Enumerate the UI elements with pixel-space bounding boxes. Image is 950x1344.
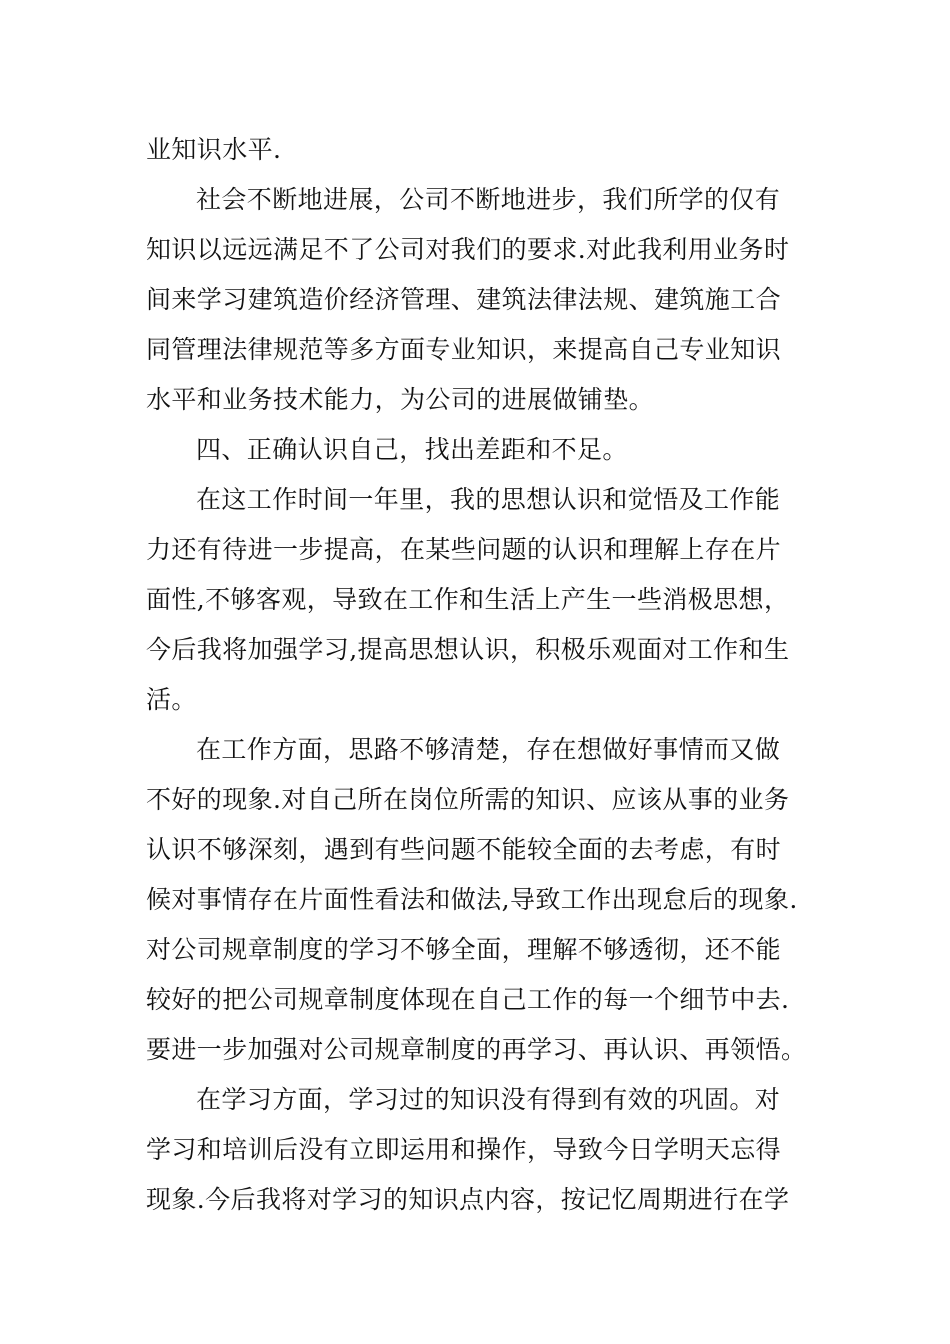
text-line: 不好的现象.对自己所在岗位所需的知识、应该从事的业务 — [146, 785, 790, 814]
text-line: 力还有待进一步提高，在某些问题的认识和理解上存在片 — [146, 535, 782, 564]
text-line: 间来学习建筑造价经济管理、建筑法律法规、建筑施工合 — [146, 285, 782, 314]
text-line: 今后我将加强学习,提高思想认识，积极乐观面对工作和生 — [146, 635, 790, 664]
text-line: 活。 — [146, 685, 197, 714]
text-line: 候对事情存在片面性看法和做法,导致工作出现怠后的现象. — [146, 885, 798, 914]
section-heading: 四、正确认识自己，找出差距和不足。 — [196, 435, 628, 464]
text-line: 认识不够深刻，遇到有些问题不能较全面的去考虑，有时 — [146, 835, 782, 864]
text-line: 知识以远远满足不了公司对我们的要求.对此我利用业务时 — [146, 235, 790, 264]
text-line: 较好的把公司规章制度体现在自己工作的每一个细节中去. — [146, 985, 790, 1014]
paragraph-start-line: 社会不断地进展，公司不断地进步，我们所学的仅有 — [196, 185, 781, 214]
text-line: 要进一步加强对公司规章制度的再学习、再认识、再领悟。 — [146, 1035, 807, 1064]
paragraph-start-line: 在工作方面，思路不够清楚，存在想做好事情而又做 — [196, 735, 781, 764]
document-body — [146, 125, 806, 1225]
text-line: 现象.今后我将对学习的知识点内容，按记忆周期进行在学 — [146, 1185, 790, 1214]
text-line: 水平和业务技术能力，为公司的进展做铺垫。 — [146, 385, 655, 414]
paragraph-start-line: 在学习方面，学习过的知识没有得到有效的巩固。对 — [196, 1085, 781, 1114]
text-line: 学习和培训后没有立即运用和操作，导致今日学明天忘得 — [146, 1135, 782, 1164]
text-line: 对公司规章制度的学习不够全面，理解不够透彻，还不能 — [146, 935, 782, 964]
paragraph-start-line: 在这工作时间一年里，我的思想认识和觉悟及工作能 — [196, 485, 781, 514]
text-line: 面性,不够客观，导致在工作和生活上产生一些消极思想， — [146, 585, 790, 614]
text-line: 业知识水平. — [146, 135, 282, 164]
text-line: 同管理法律规范等多方面专业知识，来提高自己专业知识 — [146, 335, 782, 364]
